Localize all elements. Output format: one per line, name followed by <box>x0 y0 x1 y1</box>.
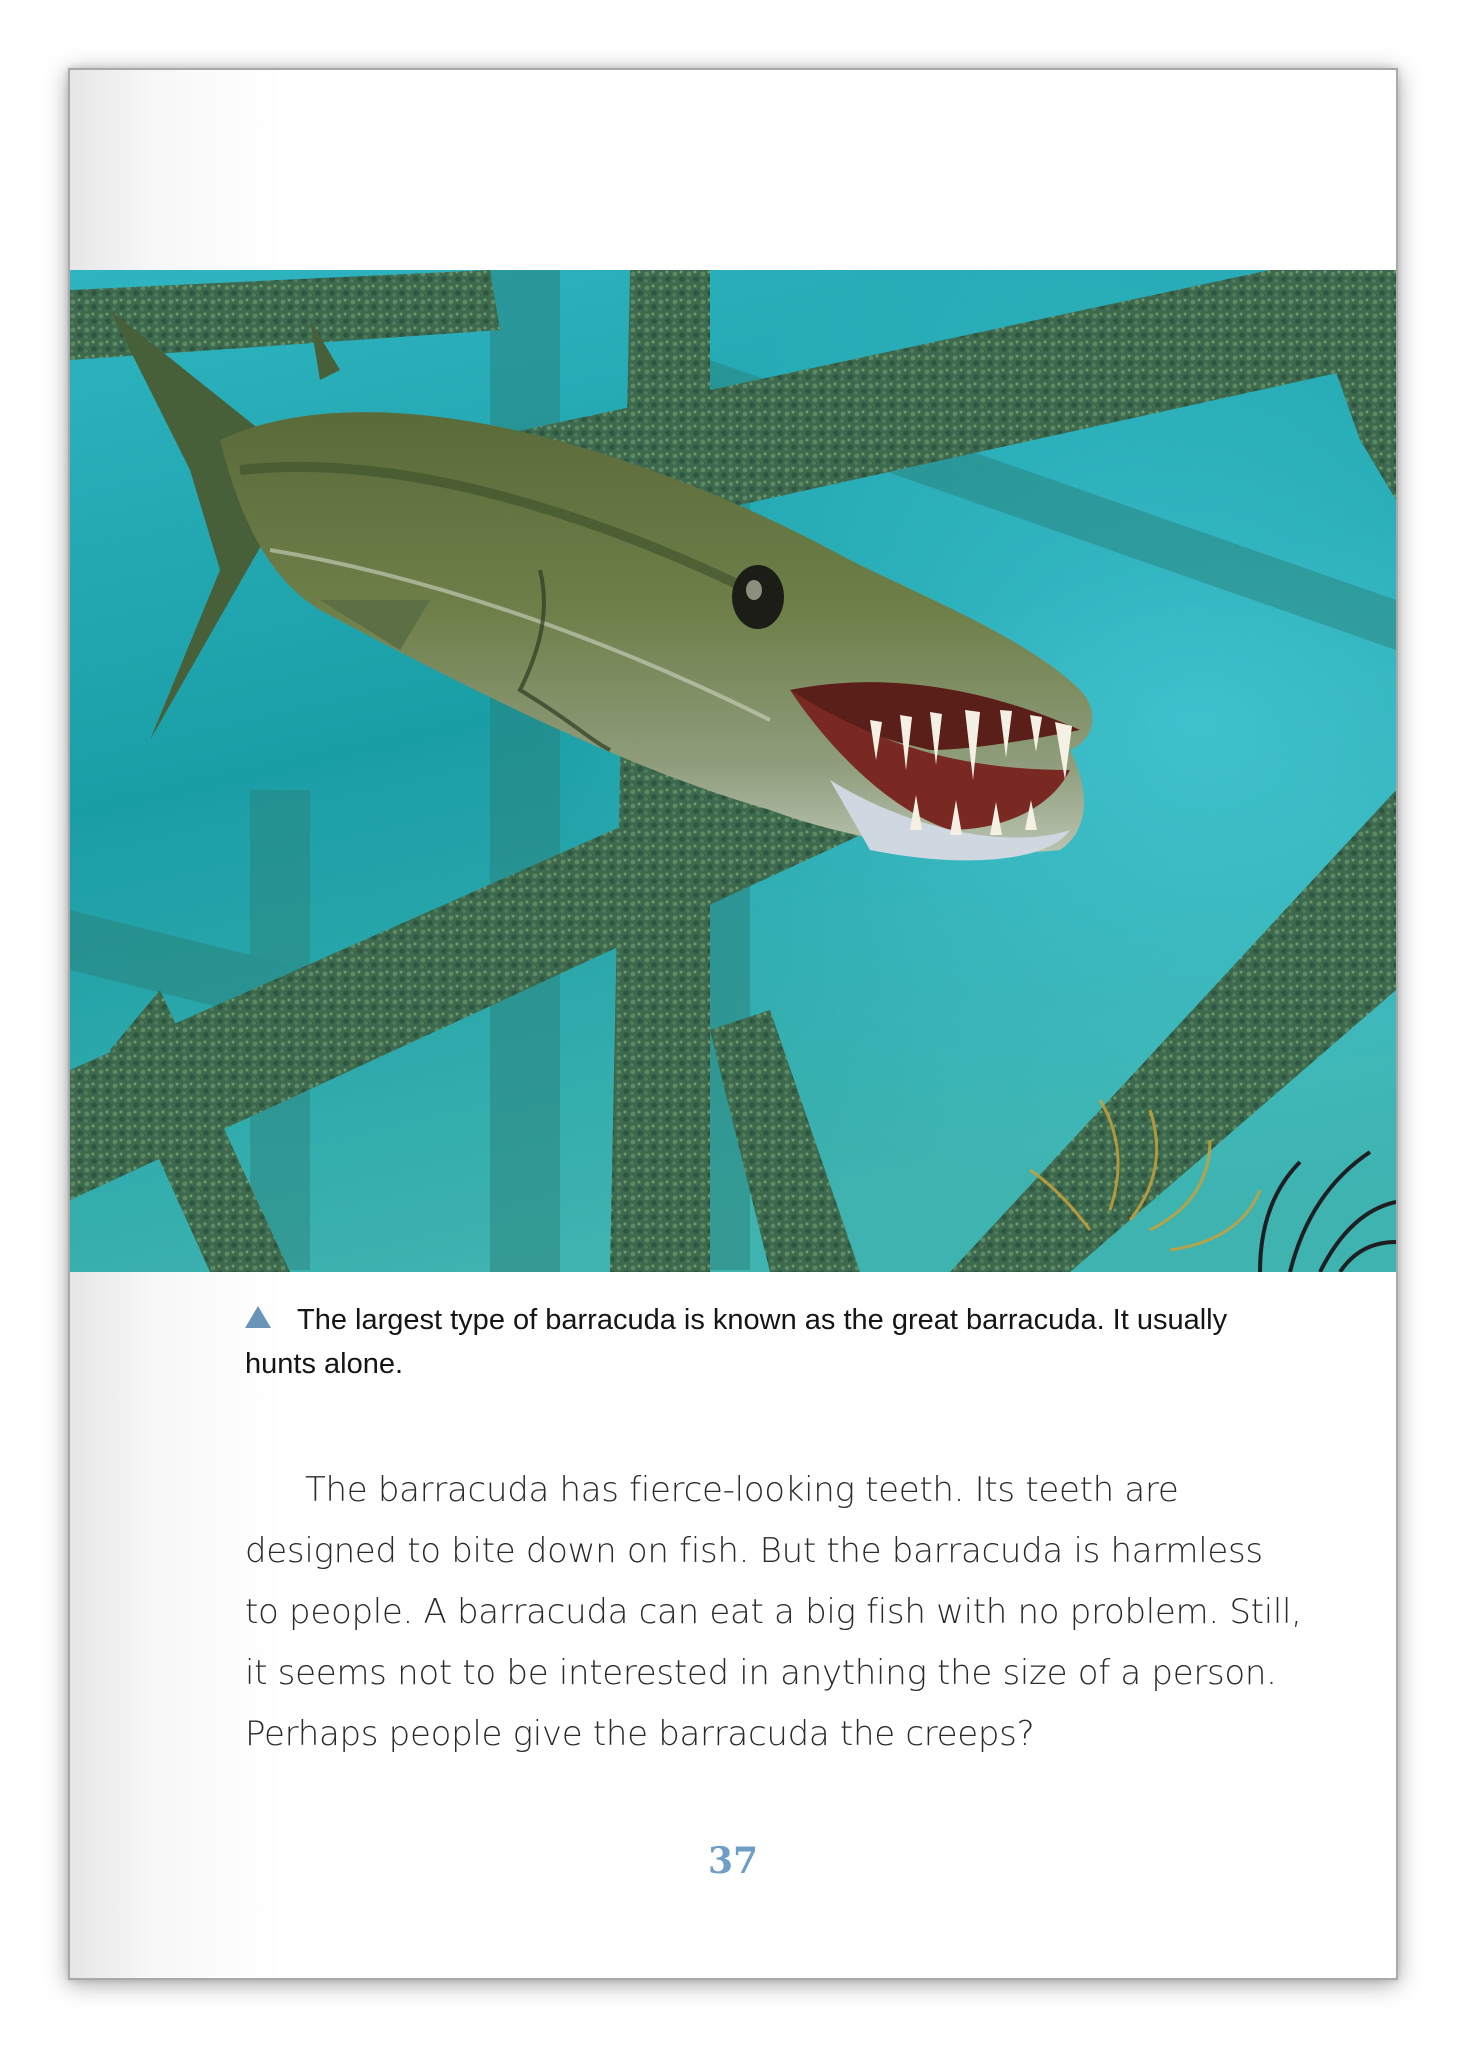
photo-caption <box>245 1298 1305 1386</box>
body-text <box>245 1460 1305 1765</box>
book-page <box>68 68 1398 1980</box>
page-number: 37 <box>707 1840 759 1882</box>
barracuda-photo <box>70 270 1396 1272</box>
body-paragraph: The barracuda has fierce-looking teeth. Its teeth are designed to bite down on fish. But the barracuda is harmless to people. A barracuda can eat a big fish with no problem. Still, it seems not to be interested in anything the size of a person. Perhaps people give the barracuda the creeps? <box>245 1470 1302 1754</box>
caption-triangle-icon <box>245 1306 271 1328</box>
caption-text: The largest type of barracuda is known as the great barracuda. It usually hunts alone. <box>245 1304 1228 1380</box>
